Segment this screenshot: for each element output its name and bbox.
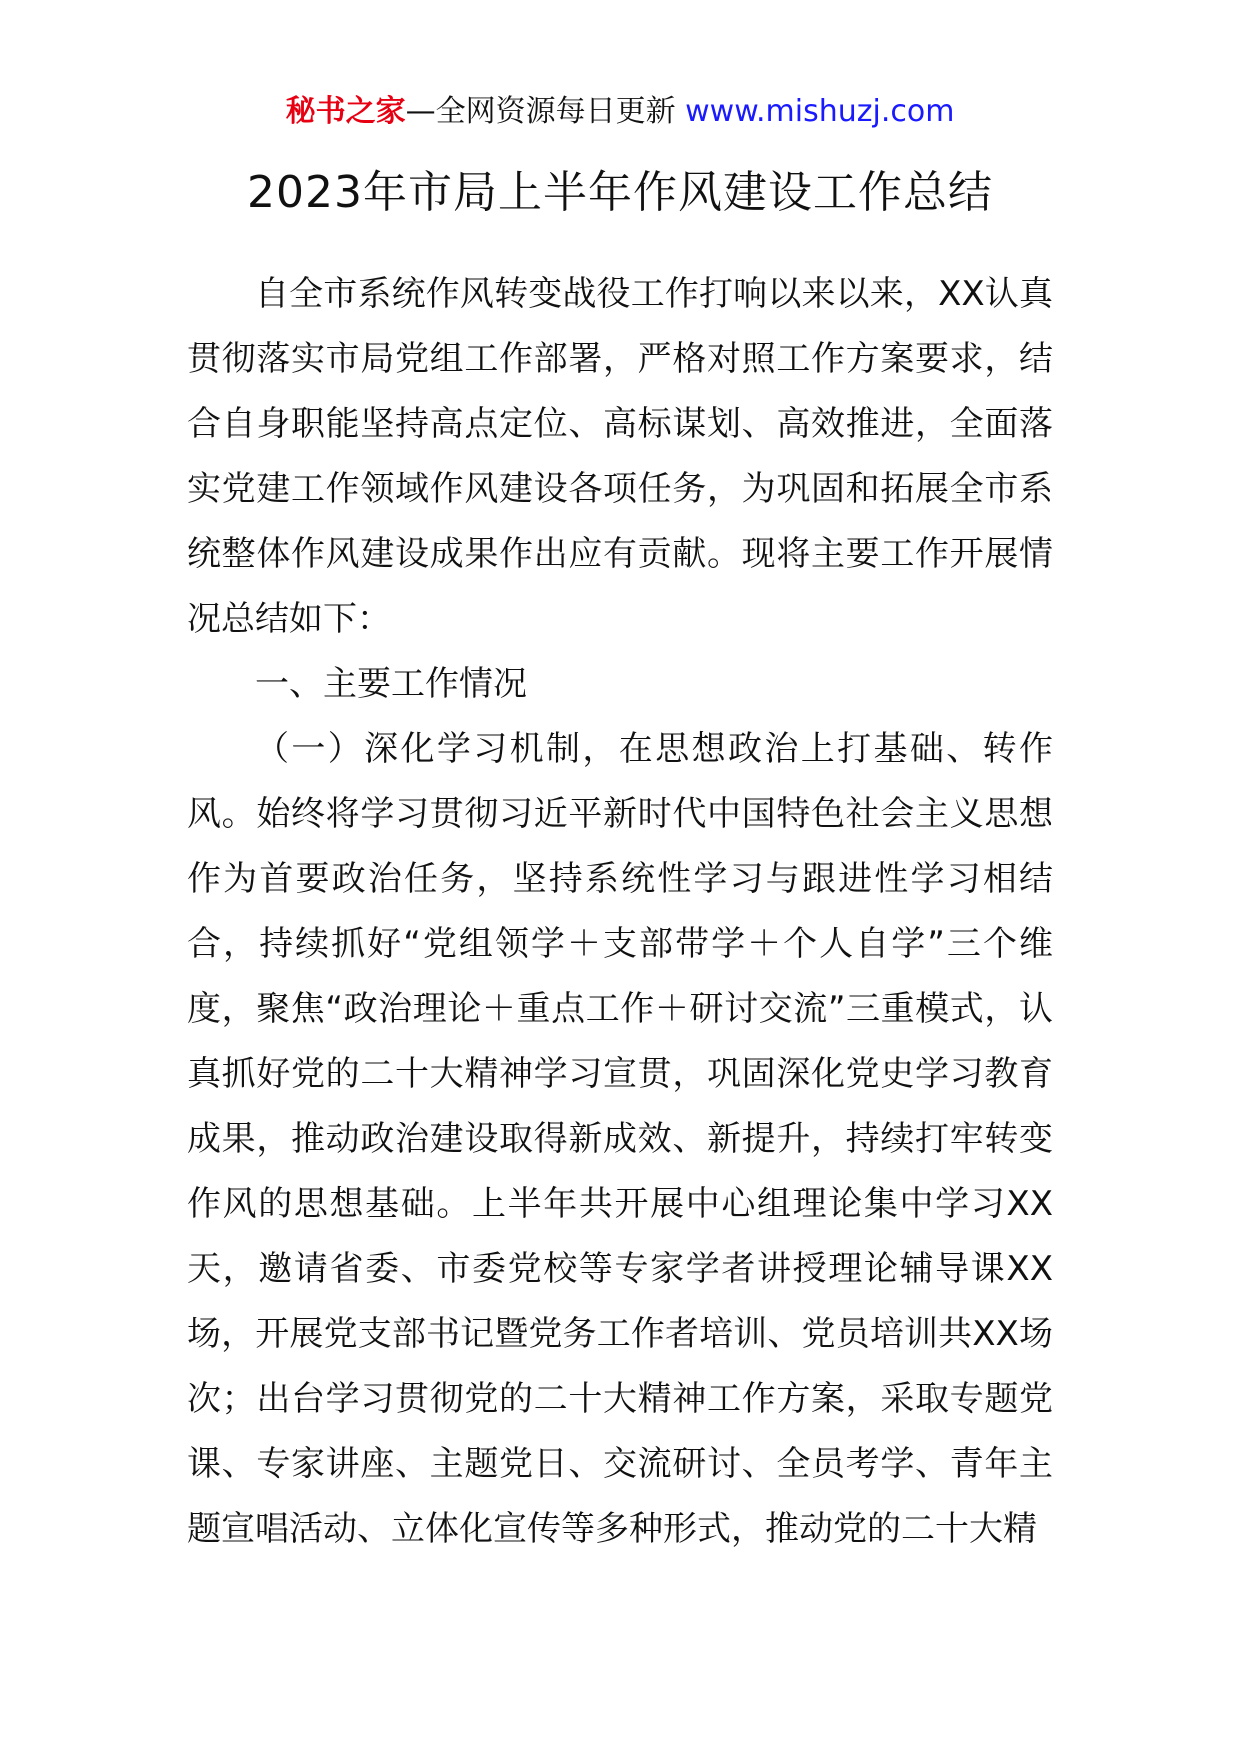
banner-brand: 秘书之家 xyxy=(285,94,406,129)
document-title: 2023年市局上半年作风建设工作总结 xyxy=(247,167,993,218)
banner-tagline: —全网资源每日更新 xyxy=(405,94,676,129)
section-heading: 一、主要工作情况 xyxy=(255,664,527,704)
subsection-paragraph: （一）深化学习机制，在思想政治上打基础、转作风。始终将学习贯彻习近平新时代中国特色社会主义思想作为首要政治任务，坚持系统性学习与跟进性学习相结合，持续抓好“党组领学＋支部带学＋个人自学”三个维度，聚焦“政治理论＋重点工作＋研讨交流”三重模式，认真抓好党的二十大精神学习宣贯，巩固深化党史学习教育成果，推动政治建设取得新成效、新提升，持续打牢转变作风的思想基础。上半年共开展中心组理论集中学习XX天，邀请省委、市委党校等专家学者讲授理论辅导课XX场，开展党支部书记暨党务工作者培训、党员培训共XX场次；出台学习贯彻党的二十大精神工作方案，采取专题党课、专家讲座、主题党日、交流研讨、全员考学、青年主题宣唱活动、立体化宣传等多种形式，推动党的二十大精 xyxy=(187,729,1053,1549)
intro-paragraph: 自全市系统作风转变战役工作打响以来以来，XX认真贯彻落实市局党组工作部署，严格对照工作方案要求，结合自身职能坚持高点定位、高标谋划、高效推进，全面落实党建工作领域作风建设各项任务，为巩固和拓展全市系统整体作风建设成果作出应有贡献。现将主要工作开展情况总结如下： xyxy=(187,274,1053,639)
document-body xyxy=(187,262,1053,1562)
banner-url-link[interactable]: www.mishuzj.com xyxy=(685,94,955,129)
site-banner xyxy=(0,92,1240,132)
